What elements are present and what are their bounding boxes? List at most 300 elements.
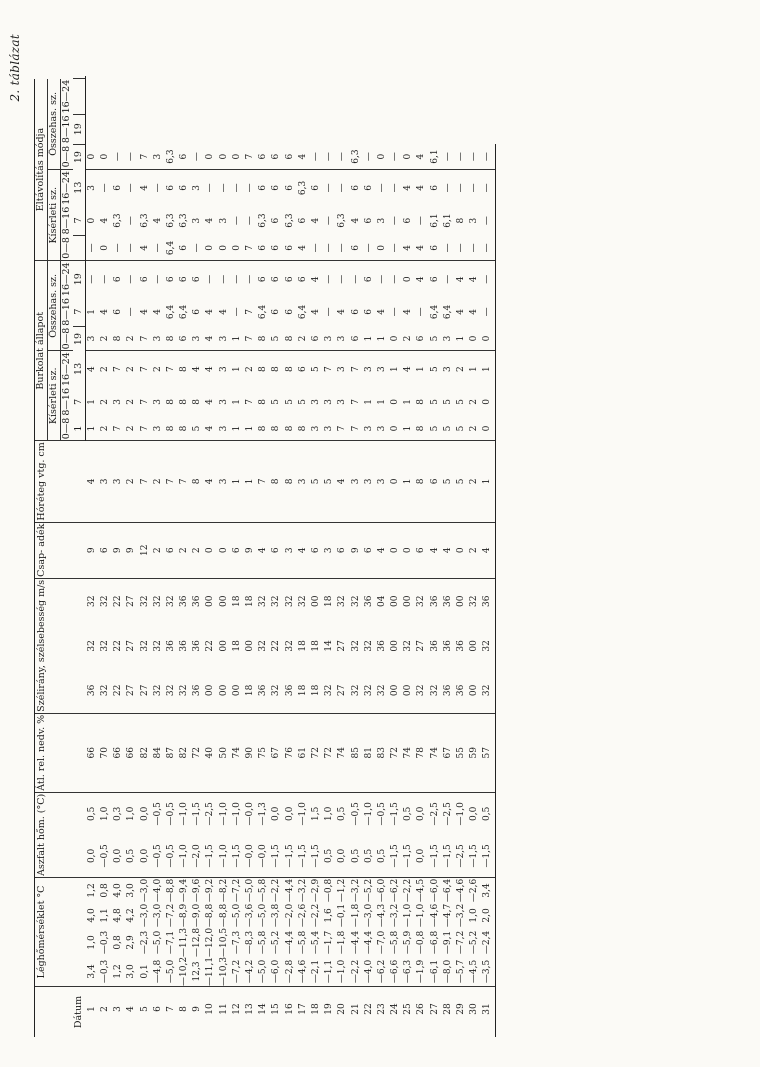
table-row [244,76,257,1037]
wind-19h: 36 [179,595,190,607]
wind-19h: 36 [442,595,453,607]
hour-19: 19 [73,327,85,351]
precip-cell: 9 [244,522,257,578]
pav-exp-16-24: 8 [258,366,269,373]
asphalt-temp-7h: —1,5 [468,835,481,878]
wind-7h: 32 [429,668,442,713]
air-temp-19h: 3,0 [126,883,137,898]
wind-13h: 22 [205,640,216,652]
rem-exp-8-16: — [324,216,335,226]
wind-7h: 32 [271,668,284,713]
wind-7h: 00 [231,668,244,713]
asphalt-temp-19h: 1,5 [310,806,321,821]
precip-cell: 0 [205,522,218,578]
pav-tot-0-8: 3 [85,327,99,351]
air-temp-13h: —5,0 [231,903,242,928]
pav-exp-8-16: 5 [442,398,453,405]
asphalt-temp-7h: 0,5 [376,835,389,878]
air-temp-13h: —8,8 [205,903,216,928]
air-temp-13h: —4,3 [376,903,387,928]
rem-tot-0-8: — [125,144,138,170]
asphalt-temp-19h: 1,0 [324,806,335,821]
date-cell: 19 [324,1003,335,1015]
air-temp-13h: —4,7 [442,903,453,928]
pav-exp-8-16: 1 [86,398,97,405]
rem-tot-0-8: 6 [284,144,297,170]
rem-exp-8-16: — [482,206,496,236]
asphalt-temp-19h: —0,5 [152,802,163,826]
asphalt-temp-19h: —0,0 [245,802,255,826]
pav-exp-16-24: 3 [376,366,387,373]
asphalt-temp-19h: —1,0 [297,802,308,826]
wind-13h: 32 [86,640,97,652]
rem-exp-16-24: 4 [139,185,150,191]
pav-exp-8-16: 3 [152,398,163,405]
pav-exp-16-24: 5 [429,366,440,373]
wind-7h: 00 [218,668,231,713]
date-cell: 10 [205,1003,216,1015]
header-removal-total: Összehas. sz. [47,79,60,170]
header-wind-spacer [47,578,85,713]
pav-exp-8-16: 2 [126,398,137,405]
table-row [165,76,178,1037]
air-temp-7h: —4,4 [363,930,374,955]
asphalt-temp-7h: 0,5 [363,835,376,878]
pav-exp-8-16: 7 [350,398,361,405]
air-temp-1h: —1,1 [323,957,336,987]
table-row [442,76,455,1037]
rem-tot-0-8: 6,3 [350,144,363,170]
rem-exp-16-24: — [376,183,387,193]
rem-exp-8-16: 3 [218,217,229,224]
asphalt-temp-7h: —1,5 [271,835,284,878]
pav-tot-16-24: 6 [192,276,203,283]
period-16-24: 16—24 [60,352,72,386]
precip-cell: 9 [125,522,138,578]
pav-tot-16-24: 6 [284,276,295,283]
wind-7h: 18 [244,668,257,713]
air-temp-19h: 3,4 [482,877,496,903]
humidity-cell: 70 [99,713,112,792]
rem-exp-8-16: 3 [376,217,387,224]
air-temp-1h: —6,6 [389,957,402,987]
pav-tot-16-24: — [126,274,137,284]
header-snow-spacer [47,441,85,522]
pav-tot-0-8: 6 [416,327,429,351]
rem-exp-16-24: — [442,183,453,193]
table-row [152,76,165,1037]
table-row [178,76,191,1037]
pav-tot-8-16: 6,4 [165,304,176,320]
snow-depth-cell: 7 [178,441,191,522]
air-temp-7h: —5,0 [152,930,163,955]
wind-19h: 18 [324,595,335,607]
rem-exp-16-24: — [218,183,229,193]
air-temp-13h: —3,2 [390,903,401,928]
table-row [218,76,231,1037]
wind-19h: 32 [416,595,427,607]
rem-exp-0-8: — [389,235,402,261]
asphalt-temp-19h: 0,0 [416,806,427,821]
rem-tot-0-8: — [468,144,481,170]
pav-tot-0-8: 3 [152,327,165,351]
asphalt-temp-7h: —1,5 [284,835,297,878]
table-row [85,76,99,1037]
rem-exp-16-24: 4 [403,185,414,191]
wind-19h: 00 [205,595,216,607]
rem-exp-0-8: 0 [99,235,112,261]
table-row [271,76,284,1037]
table-row [389,76,402,1037]
pav-exp-16-24: 4 [403,366,414,373]
asphalt-temp-7h: 0,0 [85,835,99,878]
pav-tot-0-8: 0 [482,327,496,351]
asphalt-temp-7h: 0,0 [416,835,429,878]
asphalt-temp-7h: —1,5 [205,835,218,878]
wind-19h: 32 [258,595,269,607]
date-cell: 3 [113,1006,124,1012]
rem-tot-0-8: 0 [231,144,244,170]
air-temp-13h: —8,8 [218,903,229,928]
pav-tot-16-24: 0 [403,276,414,283]
asphalt-temp-19h: 0,3 [113,806,124,821]
wind-19h: 36 [363,595,374,607]
pav-exp-0-8: 1 [402,417,415,441]
pav-tot-8-16: 4 [99,309,110,315]
wind-13h: 18 [297,640,308,652]
air-temp-1h: —4,5 [468,957,481,987]
wind-7h: 27 [139,668,152,713]
snow-depth-cell: 0 [389,441,402,522]
pav-tot-16-24: — [86,274,97,284]
humidity-cell: 87 [165,713,178,792]
period-0-8: 0—8 [60,327,72,350]
rem-exp-8-16: 6,1 [429,213,440,228]
humidity-cell: 66 [85,713,99,792]
rem-exp-8-16: 6 [297,217,308,224]
date-cell: 22 [363,1003,374,1015]
asphalt-temp-7h: 0,0 [336,835,349,878]
table-caption: 2. táblázat [8,34,22,102]
rem-exp-0-8: 6 [257,235,270,261]
pav-tot-0-8: 8 [284,327,297,351]
pav-tot-0-8: 7 [139,327,152,351]
wind-7h: 36 [455,668,468,713]
air-temp-7h: 1,0 [86,935,97,950]
rem-tot-0-8: 6,3 [165,144,178,170]
air-temp-7h: —5,8 [258,930,269,955]
precip-cell: 6 [336,522,349,578]
wind-7h: 00 [402,668,415,713]
rem-exp-16-24: 6 [310,185,321,191]
precip-cell: 4 [442,522,455,578]
pav-tot-0-8: 6 [178,327,191,351]
table-row [297,76,310,1037]
rem-exp-8-16: — [416,216,427,226]
pav-tot-0-8: 4 [205,327,218,351]
wind-13h: 32 [284,640,295,652]
pav-tot-16-24: 6 [258,276,269,283]
snow-depth-cell: 5 [442,441,455,522]
asphalt-temp-7h: —1,5 [389,835,402,878]
asphalt-temp-19h: —1,5 [192,802,203,826]
data-table-wrapper [34,76,496,1037]
precip-cell: 2 [468,522,481,578]
air-temp-1h: —1,0 [336,957,349,987]
air-temp-7h: —2,4 [482,928,496,957]
hour-19: 19 [73,261,85,297]
period-16-24: 16—24 [60,262,72,297]
wind-7h: 32 [165,668,178,713]
air-temp-19h: —2,2 [403,878,414,903]
period-row-blank [73,76,85,79]
pav-tot-0-8: 3 [218,327,231,351]
pav-exp-16-24: 1 [416,366,427,373]
wind-19h: 32 [152,595,163,607]
asphalt-temp-19h: —0,5 [165,802,176,826]
asphalt-temp-19h: —2,5 [205,802,216,826]
pav-tot-16-24: — [218,274,229,284]
pav-tot-16-24: 4 [310,276,321,283]
pav-exp-8-16: 5 [297,398,308,405]
precip-cell: 4 [429,522,442,578]
date-cell: 24 [390,1003,401,1015]
air-temp-1h: —2,1 [310,957,323,987]
wind-13h: 18 [310,640,321,652]
pav-exp-0-8: 1 [85,417,99,441]
air-temp-7h: —7,3 [231,930,242,955]
date-cell: 16 [284,1003,295,1015]
wind-13h: 36 [165,640,176,652]
date-cell: 11 [218,1003,229,1015]
pav-exp-0-8: 3 [152,417,165,441]
rem-exp-8-16: 6,3 [165,213,176,228]
air-temp-19h: —6,4 [442,878,453,903]
pav-tot-16-24: 6 [363,276,374,283]
table-row [284,76,297,1037]
asphalt-temp-7h: —1,5 [429,835,442,878]
rem-exp-0-8: — [363,235,376,261]
asphalt-temp-19h: 0,0 [139,806,150,821]
precip-cell: 0 [389,522,402,578]
wind-7h: 32 [99,668,112,713]
pav-exp-0-8: 3 [218,417,231,441]
pav-exp-16-24: 7 [324,366,335,373]
header-asphalt-spacer [47,792,85,877]
rem-exp-8-16: 6 [271,217,282,224]
wind-19h: 32 [86,595,97,607]
precip-cell: 6 [165,522,178,578]
rem-exp-0-8: — [482,235,496,261]
wind-7h: 32 [350,668,363,713]
humidity-cell: 66 [125,713,138,792]
wind-19h: 00 [403,595,414,607]
precip-cell: 6 [231,522,244,578]
period-0-8: 0—8 [60,417,72,440]
rem-exp-16-24: 3 [86,185,97,191]
asphalt-temp-7h: —2,5 [455,835,468,878]
snow-depth-cell: 6 [429,441,442,522]
pav-exp-0-8: 5 [191,417,204,441]
asphalt-temp-7h: —2,0 [191,835,204,878]
pav-tot-8-16: — [126,307,137,317]
air-temp-1h: —5,0 [257,957,270,987]
snow-depth-cell: 5 [310,441,323,522]
period-16-24: 16—24 [60,171,72,205]
pav-exp-0-8: 3 [376,417,389,441]
air-temp-7h: —1,8 [337,930,348,955]
air-temp-13h: 1,6 [324,908,335,923]
pav-tot-8-16: 7 [245,309,255,315]
snow-depth-cell: 3 [99,441,112,522]
rem-exp-0-8: 6,4 [165,235,178,261]
pav-exp-8-16: 3 [218,398,229,405]
air-temp-13h: —7,2 [165,903,176,928]
table-row [99,76,112,1037]
asphalt-temp-19h: —1,0 [179,802,190,826]
air-temp-19h: —8,2 [218,878,229,903]
rem-exp-0-8: 4 [416,235,429,261]
precip-cell: 4 [482,522,496,578]
air-temp-1h: —4,2 [244,957,257,987]
pav-exp-8-16: 8 [192,398,203,405]
pav-exp-16-24: 4 [86,366,97,373]
wind-13h: 36 [376,640,387,652]
wind-13h: 00 [390,640,401,652]
air-temp-1h: —5,7 [455,957,468,987]
snow-depth-cell: 2 [152,441,165,522]
rem-exp-8-16: 6,3 [258,213,269,228]
rem-tot-0-8: — [191,144,204,170]
pav-tot-8-16: 4 [205,309,216,315]
wind-13h: 00 [469,640,480,652]
air-temp-1h: —2,2 [350,957,363,987]
rem-exp-16-24: 6 [258,185,269,191]
humidity-cell: 82 [178,713,191,792]
pav-exp-0-8: 7 [350,417,363,441]
pav-exp-0-8: 0 [482,417,496,441]
air-temp-7h: —5,2 [271,930,282,955]
rem-exp-8-16: 6 [363,217,374,224]
pav-exp-0-8: 8 [297,417,310,441]
pav-exp-0-8: 8 [284,417,297,441]
rem-exp-16-24: — [482,170,496,206]
pav-tot-16-24: — [337,274,348,284]
pav-tot-0-8: 8 [257,327,270,351]
rem-tot-0-8: 0 [99,144,112,170]
pav-tot-8-16: 4 [403,309,414,315]
snow-depth-cell: 8 [191,441,204,522]
pav-tot-8-16: 4 [337,309,348,315]
asphalt-temp-19h: 0,0 [469,806,480,821]
pav-exp-0-8: 1 [244,417,257,441]
air-temp-1h: —8,0 [442,957,455,987]
date-cell: 26 [416,1003,427,1015]
air-temp-13h: 1,0 [469,908,480,923]
pav-exp-8-16: 2 [469,398,480,405]
asphalt-temp-7h: —1,5 [310,835,323,878]
humidity-cell: 90 [244,713,257,792]
rem-exp-0-8: — [442,235,455,261]
date-cell: 28 [442,1003,453,1015]
air-temp-7h: —7,2 [456,930,466,955]
pav-tot-0-8: 3 [191,327,204,351]
air-temp-1h: 3,0 [125,957,138,987]
pav-exp-0-8: 3 [363,417,376,441]
rem-exp-16-24: 6 [284,185,295,191]
asphalt-temp-7h: —0,5 [165,835,178,878]
wind-13h: 22 [113,640,124,652]
table-row [350,76,363,1037]
pav-exp-0-8: 2 [468,417,481,441]
wind-19h: 22 [113,595,124,607]
table-row [112,76,125,1037]
air-temp-13h: —2,0 [284,903,295,928]
pav-tot-0-8: 0 [468,327,481,351]
pav-tot-8-16: — [231,307,242,317]
wind-7h: 27 [336,668,349,713]
precip-cell: 6 [416,522,429,578]
wind-7h: 36 [442,668,455,713]
air-temp-1h: —2,8 [284,957,297,987]
pav-exp-8-16: 5 [429,398,440,405]
precip-cell: 2 [191,522,204,578]
asphalt-temp-19h: 1,0 [99,806,110,821]
asphalt-temp-19h: —1,3 [258,802,269,826]
precip-cell: 4 [376,522,389,578]
pav-exp-8-16: 2 [99,398,110,405]
pav-exp-16-24: 7 [165,366,176,373]
air-temp-19h: —3,0 [139,878,150,903]
wind-7h: 36 [257,668,270,713]
period-8-16: 8—16 [60,206,72,235]
air-temp-1h: —4,8 [152,957,165,987]
rem-exp-16-24: — [456,183,466,193]
wind-13h: 32 [152,640,163,652]
snow-depth-cell: 5 [323,441,336,522]
rem-exp-0-8: — [323,235,336,261]
pav-tot-8-16: 4 [152,309,163,315]
table-row [191,76,204,1037]
pav-exp-16-24: 7 [113,366,124,373]
header-pavement-total: Összehas. sz. [47,261,60,351]
wind-13h: 32 [482,624,496,668]
date-cell: 14 [258,1003,269,1015]
pav-exp-16-24: 2 [245,366,255,373]
pav-exp-16-24: 1 [231,366,242,373]
air-temp-7h: —11,3 [179,927,190,957]
table-row [376,76,389,1037]
snow-depth-cell: 8 [284,441,297,522]
air-temp-19h: 1,2 [86,883,97,898]
rem-tot-0-8: — [112,144,125,170]
period-8-16: 8—16 [60,115,72,144]
rem-exp-16-24: — [469,183,480,193]
air-temp-7h: —1,7 [324,930,335,955]
wind-13h: 00 [245,640,255,652]
rem-tot-0-8: — [363,144,376,170]
wind-19h: 32 [337,595,348,607]
pav-tot-0-8: 1 [376,327,389,351]
period-0-8: 0—8 [60,144,72,170]
table-row [468,76,481,1037]
pav-tot-16-24: 6 [165,276,176,283]
pav-tot-8-16: 6 [271,309,282,315]
humidity-cell: 82 [139,713,152,792]
asphalt-temp-19h: —1,0 [456,802,466,826]
air-temp-13h: —3,2 [456,903,466,928]
rem-exp-0-8: — [455,235,468,261]
